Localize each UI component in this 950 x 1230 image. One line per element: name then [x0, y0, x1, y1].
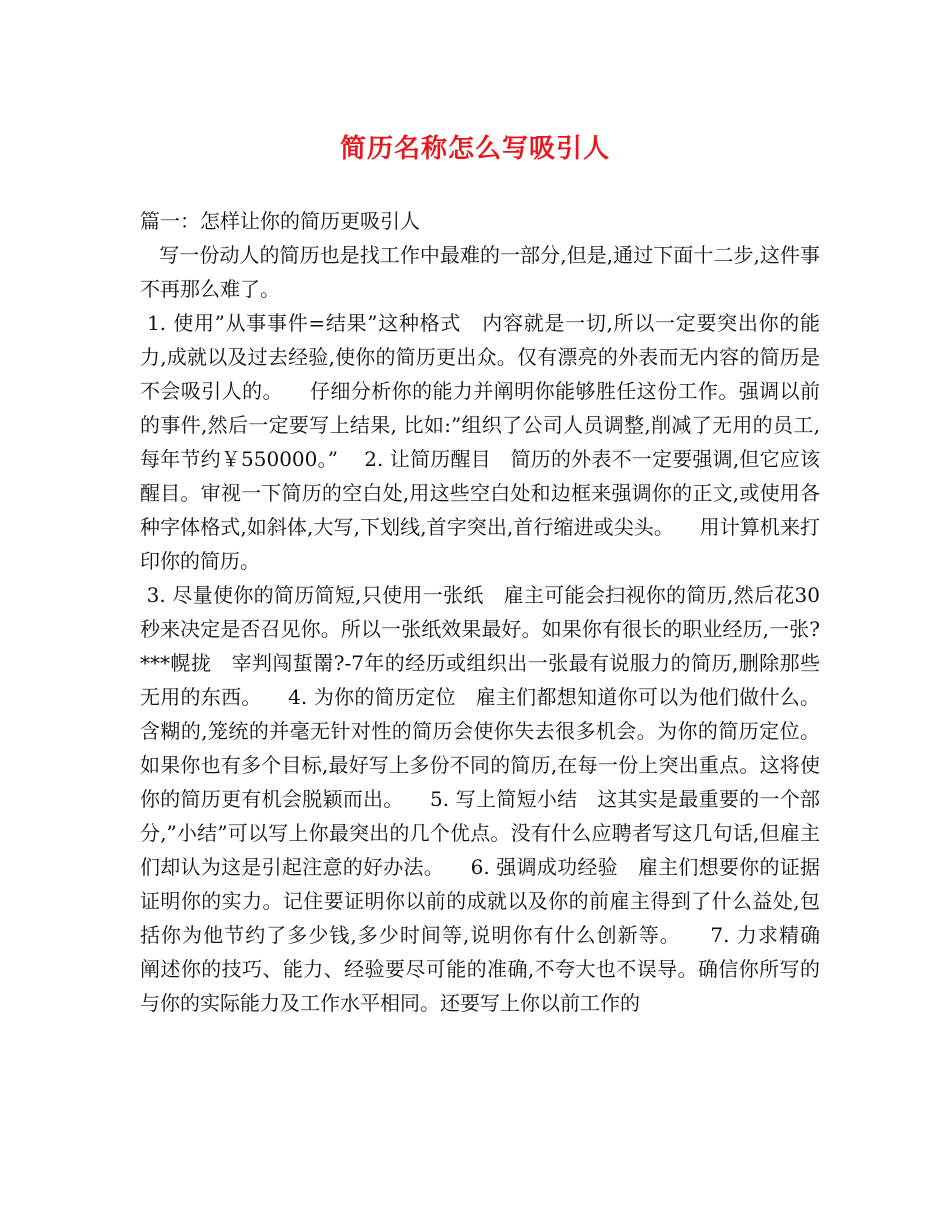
section-heading: 篇一：怎样让你的简历更吸引人 [140, 209, 420, 233]
body-paragraph: 1. 使用”从事事件=结果”这种格式 内容就是一切,所以一定要突出你的能力,成就以及过去经验,使你的简历更出众。仅有漂亮的外表而无内容的简历是不会吸引人的。 仔细分析你的能力并阐明你能够胜任这份工作。强调以前的事件,然后一定要写上结果, 比如:”组织了公司人员调整,削减了无用的员工,每年节约￥550000。” 2. 让简历醒目 简历的外表不一定要强调,但它应该醒目。审视一下简历的空白处,用这些空白处和边框来强调你的正文,或使用各种字体格式,如斜体,大写,下划线,首字突出,首行缩进或尖头。 用计算机来打印你的简历。 [140, 311, 821, 573]
document-title: 简历名称怎么写吸引人 [339, 134, 610, 164]
body-paragraph: 3. 尽量使你的简历简短,只使用一张纸 雇主可能会扫视你的简历,然后花30秒来决定是否召见你。所以一张纸效果最好。如果你有很长的职业经历,一张?***幌拢 宰判闯蜇罱?-7年的经历或组织出一张最有说服力的简历,删除那些无用的东西。 4. 为你的简历定位 雇主们都想知道你可以为他们做什么。含糊的,笼统的并毫无针对性的简历会使你失去很多机会。为你的简历定位。如果你也有多个目标,最好写上多份不同的简历,在每一份上突出重点。这将使你的简历更有机会脱颖而出。 5. 写上简短小结 这其实是最重要的一个部分,”小结”可以写上你最突出的几个优点。没有什么应聘者写这几句话,但雇主们却认为这是引起注意的好办法。 6. 强调成功经验 雇主们想要你的证据证明你的实力。记住要证明你以前的成就以及你的前雇主得到了什么益处,包括你为他节约了多少钱,多少时间等,说明你有什么创新等。 7. 力求精确 阐述你的技巧、能力、经验要尽可能的准确,不夸大也不误导。确信你所写的与你的实际能力及工作水平相同。还要写上你以前工作的 [140, 583, 840, 1015]
intro-paragraph: 写一份动人的简历也是找工作中最难的一部分,但是,通过下面十二步,这件事不再那么难了。 [140, 243, 821, 301]
document-body [140, 204, 840, 1020]
